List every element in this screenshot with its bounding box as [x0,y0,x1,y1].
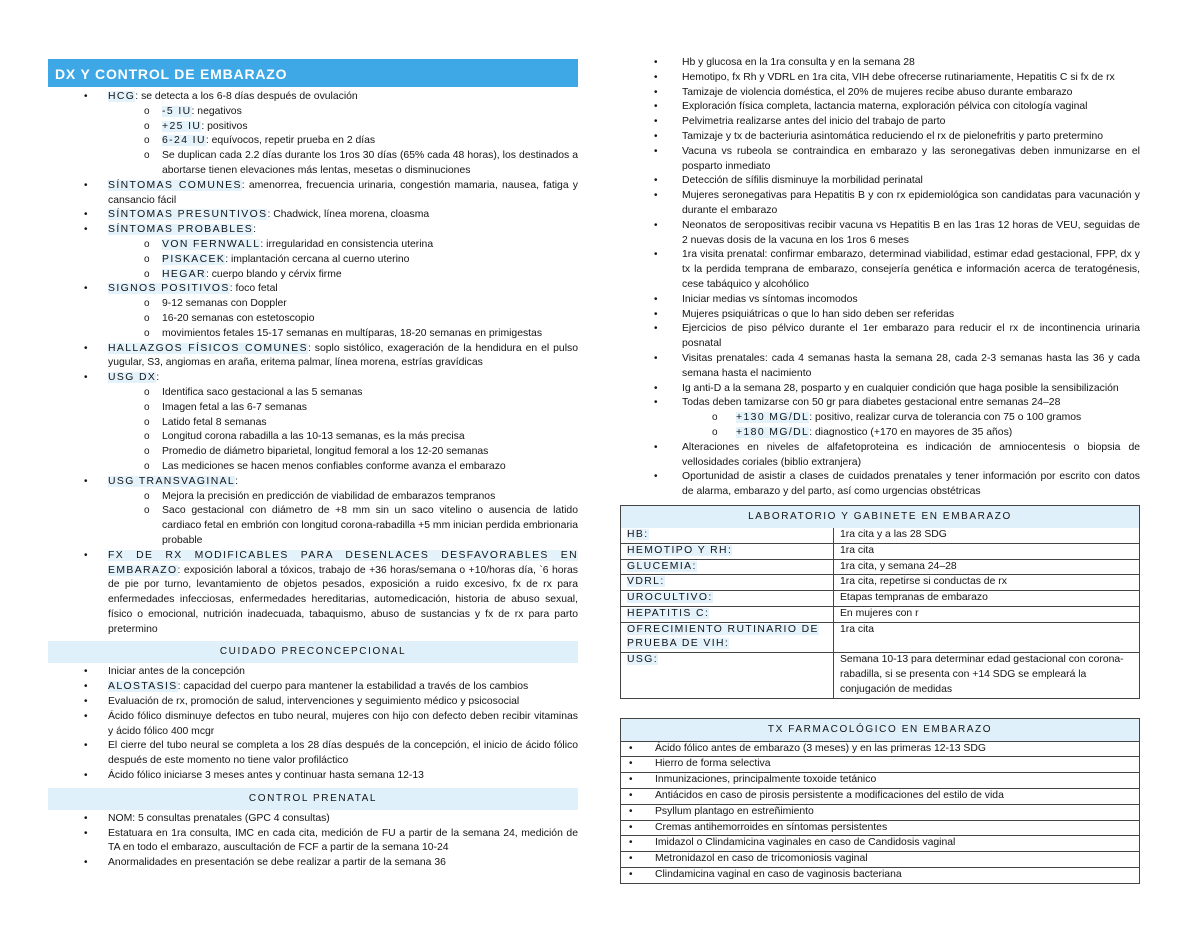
list-item [48,769,578,784]
keyword-label: +180 MG/DL [736,426,810,438]
item-text: Imagen fetal a las 6-7 semanas [162,401,307,413]
lab-test-label: HEMOTIPO Y RH: [627,544,733,556]
table-row [621,528,1139,543]
tx-heading: TX FARMACOLÓGICO EN EMBARAZO [621,719,1139,741]
list-item [620,174,1140,189]
keyword-label: FX DE RX MODIFICABLES PARA DESENLACES DESFAVORABLES EN EMBARAZO [108,549,578,576]
item-text: : [235,475,238,487]
list-item [620,382,1140,397]
sub-list-item [108,120,578,135]
lab-test-timing: Semana 10-13 para determinar edad gestacional con corona-rabadilla, si se presenta con +14 SDG se empleará la conjugación de medidas [834,653,1140,698]
list-item [48,739,578,769]
item-text: Saco gestacional con diámetro de +8 mm sin un saco vitelino o ausencia de latido cardiaco fetal en embrión con longitud corona-rabadilla +5 mm inician perdida embrionaria probable [162,505,578,546]
item-text: : se detecta a los 6-8 días después de ovulación [135,91,358,102]
prenatal-heading: CONTROL PRENATAL [48,788,578,810]
list-item [621,788,1139,804]
lab-test-name [621,606,834,622]
list-item [620,219,1140,249]
item-text: Inmunizaciones, principalmente toxoide tetánico [655,774,877,786]
preconcepcional-heading: CUIDADO PRECONCEPCIONAL [48,641,578,663]
keyword-label: SÍNTOMAS PROBABLES [108,224,254,236]
table-row [621,653,1139,698]
item-text: Clindamicina vaginal en caso de vaginosis bacteriana [655,869,902,881]
list-item [620,308,1140,323]
list-item [620,86,1140,101]
list-item [48,475,578,549]
item-text: Todas deben tamizarse con 50 gr para diabetes gestacional entre semanas 24–28 [682,397,1061,409]
keyword-label: +130 MG/DL [736,412,810,424]
sub-list [108,490,578,549]
sub-list-item [108,416,578,431]
item-text: Antiácidos en caso de pirosis persistente a modificaciones del estilo de vida [655,790,1004,802]
keyword-label: HCG [108,91,136,102]
lab-table-box [620,505,1140,699]
item-text: Imidazol o Clindamicina vaginales en caso de Candidosis vaginal [655,837,956,849]
lab-test-timing: 1ra cita [834,622,1140,653]
keyword-label: -5 IU [162,105,192,117]
list-item [620,470,1140,500]
lab-test-timing: 1ra cita, y semana 24–28 [834,559,1140,575]
left-column [48,59,578,871]
sub-list-item [108,386,578,401]
item-text: Iniciar antes de la concepción [108,666,245,678]
item-text: El cierre del tubo neural se completa a los 28 días después de la concepción, el inicio de ácido fólico después de este momento no tiene valor profiláctico [108,740,578,767]
item-text: Detección de sífilis disminuye la morbilidad perinatal [682,175,923,187]
item-text: Iniciar medias vs síntomas incomodos [682,293,858,305]
table-row [621,606,1139,622]
item-text: : amenorrea, frecuencia urinaria, congestión mamaria, nausea, fatiga y cansancio fácil [108,179,579,206]
prenatal-list [48,812,578,871]
table-row [621,543,1139,559]
item-text: : capacidad del cuerpo para mantener la estabilidad a través de los cambios [177,681,529,693]
sub-list-item [108,312,578,327]
item-text: Metronidazol en caso de tricomoniosis vaginal [655,853,868,865]
sub-list-item [682,411,1140,426]
lab-test-name [621,543,834,559]
lab-test-label: USG: [627,654,659,666]
sub-list-item [108,253,578,268]
item-text: : diagnostico (+170 en mayores de 35 años) [809,426,1013,438]
item-text: : [156,372,160,384]
sub-list-item [108,504,578,548]
list-item [620,293,1140,308]
item-text: : positivo, realizar curva de tolerancia con 75 o 100 gramos [809,412,1082,424]
item-text: 16-20 semanas con estetoscopio [162,312,315,324]
table-row [621,559,1139,575]
item-text: movimientos fetales 15-17 semanas en multíparas, 18-20 semanas en primigestas [162,327,543,339]
item-text: : Chadwick, línea morena, cloasma [267,209,430,221]
sub-list-item [108,460,578,475]
table-row [621,622,1139,653]
keyword-label: SÍNTOMAS PRESUNTIVOS [108,209,268,221]
item-text: Las mediciones se hacen menos confiables conforme avanza el embarazo [162,460,506,472]
list-item [621,835,1139,851]
lab-test-name [621,591,834,607]
item-text: Visitas prenatales: cada 4 semanas hasta la semana 28, cada 2-3 semanas hasta las 36 y cada semana hasta el nacimiento [682,352,1140,379]
keyword-label: USG DX [108,372,157,384]
list-item [48,665,578,680]
list-item [620,71,1140,86]
prenatal-continued-list [620,56,1140,500]
sub-list-item [108,268,578,283]
list-item [621,804,1139,820]
list-item [620,130,1140,145]
list-item [48,90,578,179]
lab-test-timing: En mujeres con r [834,606,1140,622]
right-column [620,56,1140,884]
item-text: Ejercicios de piso pélvico durante el 1er embarazo para reducir el rx de incontinencia urinaria posnatal [682,323,1140,350]
lab-test-name [621,559,834,575]
item-text: Alteraciones en niveles de alfafetoproteina es indicación de amniocentesis o biopsia de vellosidades coriales (biblio extranjera) [682,441,1140,468]
tx-list [621,741,1139,883]
lab-test-label: OFRECIMIENTO RUTINARIO DE PRUEBA DE VIH: [627,623,819,650]
item-text: : [253,224,257,236]
item-text: : foco fetal [229,283,278,295]
item-text: Ig anti-D a la semana 28, posparto y en cualquier condición que haga posible la sensibilización [682,382,1119,394]
list-item [621,756,1139,772]
item-text: NOM: 5 consultas prenatales (GPC 4 consultas) [108,812,330,824]
list-item [48,827,578,857]
sub-list-item [108,105,578,120]
list-item [621,741,1139,757]
item-text: Ácido fólico disminuye defectos en tubo neural, mujeres con hijo con defecto deben recibir vitaminas y ácido fólico 400 mcgr [108,710,578,737]
item-text: Hb y glucosa en la 1ra consulta y en la semana 28 [682,57,915,68]
dx-bullet-list [48,90,578,637]
lab-test-timing: 1ra cita, repetirse si conductas de rx [834,575,1140,591]
sub-list [682,411,1140,441]
list-item [620,115,1140,130]
sub-list-item [108,430,578,445]
table-row [621,575,1139,591]
keyword-label: SÍNTOMAS COMUNES [108,179,242,191]
keyword-label: USG TRANSVAGINAL [108,475,236,487]
lab-test-name [621,653,834,698]
keyword-label: ALOSTASIS [108,681,178,693]
item-text: Se duplican cada 2.2 días durante los 1ros 30 días (65% cada 48 horas), los destinados a abortarse tienen elevaciones más lentas, mesetas o disminuciones [162,150,578,176]
sub-list-item [682,426,1140,441]
list-item [48,695,578,710]
item-text: : cuerpo blando y cérvix firme [205,268,342,280]
item-text: Pelvimetria realizarse antes del inicio del trabajo de parto [682,116,946,128]
sub-list [108,105,578,179]
sub-list-item [108,134,578,149]
item-text: Hemotipo, fx Rh y VDRL en 1ra cita, VIH debe ofrecerse rutinariamente, Hepatitis C si fx de rx [682,71,1115,83]
item-text: Longitud corona rabadilla a las 10-13 semanas, es la más precisa [162,431,465,443]
item-text: Neonatos de seropositivas recibir vacuna vs Hepatitis B en las 1ras 12 horas de VEU, seguidas de 2 nuevas dosis de la vacuna en los 1ros 6 meses [682,219,1140,246]
table-row [621,591,1139,607]
lab-table [621,528,1139,698]
item-text: Vacuna vs rubeola se contraindica en embarazo y las seronegativas deben inmunizarse en el posparto inmediato [682,145,1140,172]
item-text: Oportunidad de asistir a clases de cuidados prenatales y tener información por escrito con datos de alarma, embarazo y del parto, así como urgencias obstétricas [682,471,1140,498]
item-text: Hierro de forma selectiva [655,758,771,770]
list-item [48,342,578,372]
item-text: Evaluación de rx, promoción de salud, intervenciones y seguimiento médico y psicosocial [108,696,520,708]
list-item [48,549,578,638]
list-item [620,248,1140,292]
keyword-label: +25 IU [162,120,202,132]
item-text: Tamizaje y tx de bacteriuria asintomática reduciendo el rx de pielonefritis y parto pretermino [682,130,1104,142]
list-item [620,352,1140,382]
list-item [620,56,1140,71]
sub-list [108,386,578,475]
item-text: : irregularidad en consistencia uterina [260,238,434,250]
tx-box [620,718,1140,884]
item-text: : exposición laboral a tóxicos, trabajo de +36 horas/semana o +10/horas día, `6 horas de pie por turno, levantamiento de objetos pesados, exposición a ruido excesivo, fx de rx para enfermedades infecciosas, enfermedades hereditarias, automedicación, historia de abuso sexual, físico o emocional, nutrición inadecuada, tabaquismo, abuso de sustancias y fx de rx para parto pretermino [108,564,578,635]
sub-list-item [108,327,578,342]
list-item [620,396,1140,440]
list-item [621,867,1139,883]
lab-heading: LABORATORIO Y GABINETE EN EMBARAZO [621,506,1139,528]
list-item [48,223,578,282]
list-item [621,772,1139,788]
item-text: : implantación cercana al cuerno uterino [225,253,410,265]
list-item [620,322,1140,352]
sub-list-item [108,401,578,416]
item-text: Promedio de diámetro biparietal, longitud femoral a los 12-20 semanas [162,446,489,458]
item-text: Mujeres seronegativas para Hepatitis B y con rx epidemiológica son candidatas para vacunación y durante el embarazo [682,190,1140,216]
lab-test-label: HEPATITIS C: [627,607,710,619]
list-item [48,282,578,341]
list-item [620,100,1140,115]
sub-list-item [108,445,578,460]
keyword-label: SIGNOS POSITIVOS [108,283,230,295]
item-text: Cremas antihemorroides en síntomas persistentes [655,821,888,833]
keyword-label: HEGAR [162,268,206,280]
keyword-label: VON FERNWALL [162,238,261,250]
item-text: Ácido fólico iniciarse 3 meses antes y continuar hasta semana 12-13 [108,770,424,782]
lab-test-timing: Etapas tempranas de embarazo [834,591,1140,607]
preconcepcional-list [48,665,578,783]
sub-list [108,238,578,282]
lab-test-name [621,528,834,543]
list-item [48,710,578,740]
list-item [621,820,1139,836]
sub-list-item [108,490,578,505]
list-item [620,441,1140,471]
lab-test-label: HB: [627,528,649,540]
list-item [48,856,578,871]
item-text: Mejora la precisión en predicción de viabilidad de embarazos tempranos [162,490,496,502]
lab-test-label: VDRL: [627,576,665,588]
item-text: Exploración física completa, lactancia materna, exploración pélvica con citología vaginal [682,101,1088,113]
item-text: : equívocos, repetir prueba en 2 días [205,135,376,147]
sub-list-item [108,238,578,253]
document-title: DX Y CONTROL DE EMBARAZO [48,59,578,87]
keyword-label: 6-24 IU [162,135,206,147]
sub-list-item [108,297,578,312]
lab-test-name [621,575,834,591]
item-text: Psyllum plantago en estreñimiento [655,805,814,817]
lab-test-timing: 1ra cita [834,543,1140,559]
item-text: 9-12 semanas con Doppler [162,298,287,310]
list-item [620,145,1140,175]
item-text: 1ra visita prenatal: confirmar embarazo, determinad viabilidad, estimar edad gestacional, FPP, dx y tx la perdida temprana de embarazo, consejería genética e información acerca de teratogénesis, cese tabáquico y alcohólico [682,249,1140,290]
lab-test-label: UROCULTIVO: [627,592,713,604]
keyword-label: HALLAZGOS FÍSICOS COMUNES [108,342,308,354]
item-text: Identifica saco gestacional a las 5 semanas [162,386,363,398]
list-item [48,680,578,695]
item-text: : negativos [191,105,242,117]
sub-list [108,297,578,341]
lab-test-name [621,622,834,653]
lab-test-timing: 1ra cita y a las 28 SDG [834,528,1140,543]
item-text: Tamizaje de violencia doméstica, el 20% de mujeres recibe abuso durante embarazo [682,86,1073,98]
list-item [48,371,578,475]
list-item [48,179,578,209]
list-item [621,851,1139,867]
lab-test-label: GLUCEMIA: [627,560,697,572]
item-text: Anormalidades en presentación se debe realizar a partir de la semana 36 [108,857,446,869]
list-item [620,189,1140,219]
item-text: Mujeres psiquiátricas o que lo han sido deben ser referidas [682,308,955,320]
item-text: Ácido fólico antes de embarazo (3 meses) y en las primeras 12-13 SDG [655,742,986,754]
list-item [48,208,578,223]
item-text: : soplo sistólico, exageración de la hendidura en el pulso yugular, S3, angiomas en araña, eritema palmar, línea morena, estrías gravídicas [108,342,578,369]
keyword-label: PISKACEK [162,253,226,265]
sub-list-item [108,149,578,179]
item-text: : positivos [201,120,248,132]
item-text: Estatuara en 1ra consulta, IMC en cada cita, medición de FU a partir de la semana 24, medición de TA en todo el embarazo, auscultación de FCF a partir de la semana 10-24 [108,827,578,854]
list-item [48,812,578,827]
item-text: Latido fetal 8 semanas [162,416,267,428]
